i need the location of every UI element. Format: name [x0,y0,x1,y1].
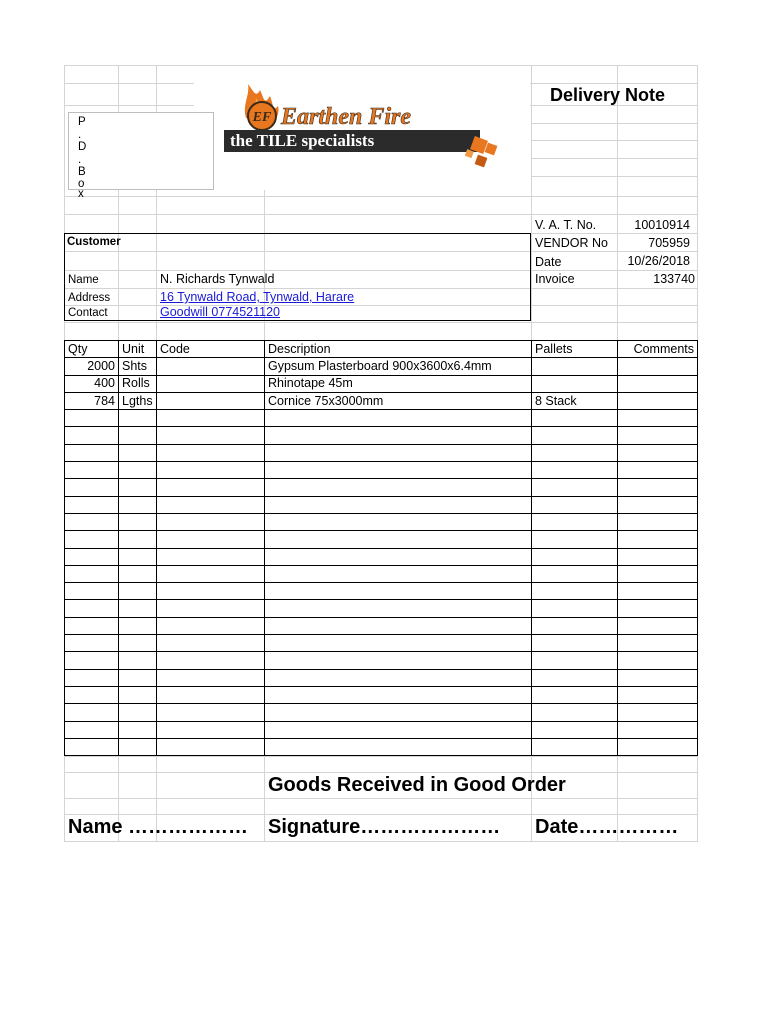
row-unit: Rolls [119,375,157,392]
table-row-empty [65,686,698,703]
empty-cell [532,513,618,530]
col-pallets: Pallets [532,341,618,358]
empty-cell [157,496,265,513]
empty-cell [119,704,157,721]
empty-cell [532,462,618,479]
empty-cell [618,444,698,461]
invoice-label: Invoice [535,272,575,286]
empty-cell [119,462,157,479]
empty-cell [618,617,698,634]
empty-cell [157,652,265,669]
table-row [65,392,698,409]
col-unit: Unit [119,341,157,358]
empty-cell [532,686,618,703]
empty-cell [618,635,698,652]
customer-heading: Customer [67,236,121,248]
row-description: Gypsum Plasterboard 900x3600x6.4mm [265,358,532,375]
row-qty: 2000 [65,358,119,375]
empty-cell [265,462,532,479]
empty-cell [618,462,698,479]
table-row-empty [65,565,698,582]
empty-cell [157,444,265,461]
empty-cell [119,738,157,755]
empty-cell [265,496,532,513]
empty-cell [119,583,157,600]
empty-cell [65,462,119,479]
empty-cell [119,479,157,496]
empty-cell [265,479,532,496]
date-line: Date…………… [535,816,679,838]
table-row-empty [65,444,698,461]
name-line: Name ……………… [68,816,249,838]
empty-cell [265,652,532,669]
vat-value: 10010914 [634,218,690,232]
empty-cell [157,565,265,582]
empty-cell [265,721,532,738]
vat-label: V. A. T. No. [535,218,597,232]
empty-cell [532,704,618,721]
pobox-cell [68,112,214,200]
table-row-empty [65,583,698,600]
customer-name: N. Richards Tynwald [160,272,275,286]
empty-cell [157,462,265,479]
empty-cell [618,410,698,427]
pobox-line: . [78,128,82,141]
row-comments [618,358,698,375]
table-row-empty [65,410,698,427]
empty-cell [65,686,119,703]
vendor-no-label: VENDOR No [535,236,608,250]
table-row-empty [65,479,698,496]
table-row [65,375,698,392]
table-row-empty [65,496,698,513]
empty-cell [65,617,119,634]
empty-cell [532,583,618,600]
table-row-empty [65,600,698,617]
empty-cell [119,565,157,582]
empty-cell [532,410,618,427]
empty-cell [119,617,157,634]
empty-cell [532,617,618,634]
empty-cell [157,686,265,703]
table-row-empty [65,721,698,738]
row-comments [618,375,698,392]
empty-cell [532,531,618,548]
empty-cell [65,704,119,721]
empty-cell [157,410,265,427]
logo-tagline: the TILE specialists [230,131,375,150]
row-unit: Shts [119,358,157,375]
empty-cell [618,652,698,669]
empty-cell [618,738,698,755]
empty-cell [618,704,698,721]
row-qty: 784 [65,392,119,409]
row-code [157,375,265,392]
pobox-line: x [78,187,84,200]
empty-cell [265,531,532,548]
pobox-line: P [78,116,86,128]
empty-cell [265,600,532,617]
table-row-empty [65,531,698,548]
empty-cell [65,652,119,669]
logo [194,66,530,190]
empty-cell [119,669,157,686]
empty-cell [532,427,618,444]
empty-cell [532,652,618,669]
empty-cell [265,548,532,565]
empty-cell [65,669,119,686]
col-qty: Qty [65,341,119,358]
empty-cell [157,548,265,565]
empty-cell [265,617,532,634]
empty-cell [618,583,698,600]
empty-cell [119,635,157,652]
empty-cell [157,427,265,444]
empty-cell [532,565,618,582]
empty-cell [119,531,157,548]
empty-cell [119,686,157,703]
goods-received-text: Goods Received in Good Order [268,774,566,796]
empty-cell [532,444,618,461]
empty-cell [65,496,119,513]
vendor-no-value: 705959 [648,236,690,250]
table-row-empty [65,548,698,565]
empty-cell [65,583,119,600]
empty-cell [618,496,698,513]
table-row-empty [65,669,698,686]
empty-cell [618,548,698,565]
empty-cell [265,686,532,703]
empty-cell [157,531,265,548]
empty-cell [119,427,157,444]
empty-cell [157,600,265,617]
empty-cell [157,721,265,738]
empty-cell [119,513,157,530]
empty-cell [65,548,119,565]
logo-brand: Earthen Fire [281,104,412,130]
table-row-empty [65,635,698,652]
empty-cell [157,583,265,600]
empty-cell [265,427,532,444]
pobox-line: . [78,153,82,166]
empty-cell [265,635,532,652]
empty-cell [119,496,157,513]
row-description: Cornice 75x3000mm [265,392,532,409]
row-code [157,358,265,375]
empty-cell [618,531,698,548]
empty-cell [618,565,698,582]
empty-cell [65,479,119,496]
customer-contact-label: Contact [68,307,108,319]
empty-cell [65,635,119,652]
empty-cell [532,600,618,617]
row-pallets [532,358,618,375]
items-table [64,340,698,756]
col-code: Code [157,341,265,358]
pobox-line: B [78,166,86,178]
row-qty: 400 [65,375,119,392]
customer-name-label: Name [68,274,99,286]
empty-cell [65,513,119,530]
empty-cell [65,565,119,582]
date-label: Date [535,255,562,269]
empty-cell [119,444,157,461]
row-comments [618,392,698,409]
row-pallets [532,375,618,392]
empty-cell [65,427,119,444]
empty-cell [157,617,265,634]
table-row-empty [65,462,698,479]
row-unit: Lgths [119,392,157,409]
empty-cell [532,548,618,565]
empty-cell [65,721,119,738]
table-header-row [65,341,698,358]
empty-cell [265,669,532,686]
row-pallets: 8 Stack [532,392,618,409]
empty-cell [157,635,265,652]
empty-cell [532,669,618,686]
empty-cell [157,479,265,496]
table-row-empty [65,652,698,669]
empty-cell [265,410,532,427]
table-row-empty [65,738,698,755]
empty-cell [265,704,532,721]
empty-cell [265,583,532,600]
empty-cell [532,738,618,755]
empty-cell [532,721,618,738]
row-description: Rhinotape 45m [265,375,532,392]
empty-cell [65,444,119,461]
table-row [65,358,698,375]
empty-cell [65,531,119,548]
empty-cell [119,652,157,669]
empty-cell [265,565,532,582]
empty-cell [157,513,265,530]
page-title: Delivery Note [550,85,666,105]
empty-cell [157,738,265,755]
empty-cell [119,548,157,565]
empty-cell [618,669,698,686]
empty-cell [119,410,157,427]
empty-cell [265,444,532,461]
table-row-empty [65,617,698,634]
empty-cell [618,513,698,530]
empty-cell [532,496,618,513]
date-value: 10/26/2018 [627,254,690,268]
signature-line: Signature………………… [268,816,501,838]
table-row-empty [65,704,698,721]
empty-cell [157,704,265,721]
invoice-value: 133740 [653,272,695,286]
empty-cell [532,635,618,652]
row-code [157,392,265,409]
col-description: Description [265,341,532,358]
items-body [65,358,698,756]
table-row-empty [65,513,698,530]
table-row-empty [65,427,698,444]
empty-cell [618,427,698,444]
empty-cell [618,479,698,496]
empty-cell [157,669,265,686]
empty-cell [265,513,532,530]
logo-initials: EF [252,110,272,125]
empty-cell [65,410,119,427]
customer-contact-link[interactable]: Goodwill 0774521120 [160,305,281,319]
empty-cell [265,738,532,755]
empty-cell [119,600,157,617]
empty-cell [532,479,618,496]
pobox-line: D [78,141,87,153]
col-comments: Comments [618,341,698,358]
empty-cell [119,721,157,738]
empty-cell [65,600,119,617]
empty-cell [65,738,119,755]
pobox-line: o [78,177,85,190]
customer-address-link[interactable]: 16 Tynwald Road, Tynwald, Harare [160,290,355,304]
empty-cell [618,721,698,738]
customer-box [64,233,531,321]
empty-cell [618,686,698,703]
empty-cell [618,600,698,617]
customer-address-label: Address [68,292,111,304]
